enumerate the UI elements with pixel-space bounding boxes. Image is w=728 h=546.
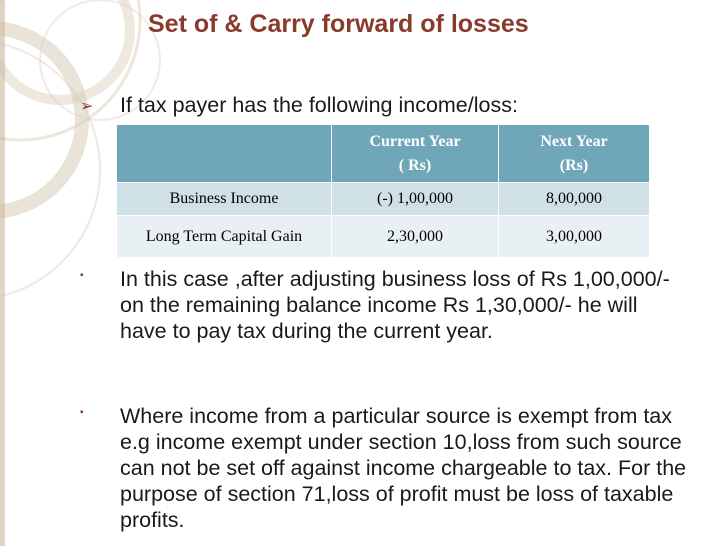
table-cell: Business Income	[117, 183, 332, 216]
table-cell: 3,00,000	[499, 216, 650, 258]
bullet-intro-text: If tax payer has the following income/loss:	[120, 93, 518, 117]
table-row	[117, 183, 650, 216]
table-cell: 8,00,000	[499, 183, 650, 216]
table-header-row	[117, 125, 650, 183]
table-cell: (-) 1,00,000	[332, 183, 499, 216]
arrow-bullet-icon: ➢	[80, 98, 94, 115]
table-cell: 2,30,000	[332, 216, 499, 258]
table-row	[117, 216, 650, 258]
slide-title: Set of & Carry forward of losses	[148, 10, 529, 38]
table-header-cell: Next Year (Rs)	[499, 125, 650, 183]
table-cell: Long Term Capital Gain	[117, 216, 332, 258]
table-header-cell	[117, 125, 332, 183]
bullet-exempt	[80, 403, 688, 533]
bullet-intro	[80, 92, 688, 118]
bullet-case	[80, 266, 688, 344]
square-bullet-icon: ▪	[80, 407, 84, 418]
bullet-exempt-text: Where income from a particular source is exempt from tax e.g income exempt under section 10,loss from such source can not be set off against income chargeable to tax. For the purpose of section 71,loss of profit must be loss of taxable profits.	[120, 404, 687, 532]
table-header-cell: Current Year ( Rs)	[332, 125, 499, 183]
square-bullet-icon: ▪	[80, 270, 84, 281]
bullet-case-text: In this case ,after adjusting business loss of Rs 1,00,000/- on the remaining balance income Rs 1,30,000/- he will have to pay tax during the current year.	[120, 267, 670, 343]
income-loss-table	[116, 124, 650, 258]
